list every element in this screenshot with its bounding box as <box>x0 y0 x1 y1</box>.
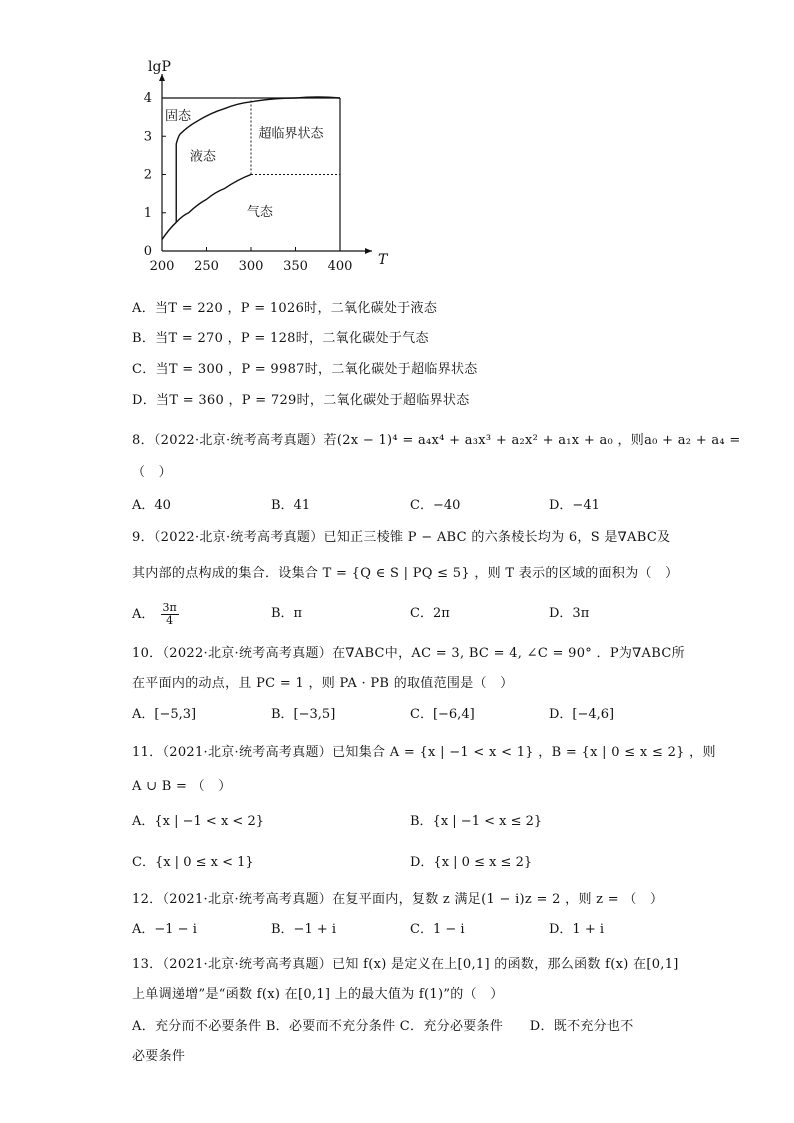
q7-option-d: D．当T = 360 ，P = 729时，二氧化碳处于超临界状态 <box>132 393 470 408</box>
y-tick-label: 2 <box>143 167 152 183</box>
q11-option-d: D．{x | 0 ≤ x ≤ 2} <box>410 855 533 870</box>
q8-option-b: B．41 <box>271 498 311 513</box>
q8-stem: 8．（2022·北京·统考高考真题）若(2x − 1)⁴ = a₄x⁴ + a₃x³ + a₂x² + a₁x + a₀ ，则a₀ + a₂ + a₄ = <box>132 433 741 448</box>
q8-option-a: A．40 <box>132 498 171 513</box>
q13-stem-line1: 13．（2021·北京·统考高考真题）已知 f(x) 是定义在上[0,1] 的函数，那么函数 f(x) 在[0,1] <box>132 957 679 972</box>
q7-option-b: B．当T = 270 ，P = 128时，二氧化碳处于气态 <box>132 331 429 346</box>
region-label: 气态 <box>246 204 273 220</box>
q12-option-a: A．−1 − i <box>132 922 197 937</box>
q10-option-a: A．[−5,3] <box>132 707 197 722</box>
x-tick-label: 200 <box>149 259 175 274</box>
q9-option-c: C．2π <box>410 606 450 621</box>
q8-option-d: D．−41 <box>549 498 600 513</box>
q9-stem-line2: 其内部的点构成的集合．设集合 T = {Q ∈ S | PQ ≤ 5} ，则 T 表示的区域的面积为（ ） <box>132 566 679 581</box>
q12-option-d: D．1 + i <box>549 922 605 937</box>
q11-option-a: A．{x | −1 < x < 2} <box>132 814 264 829</box>
x-tick-label: 250 <box>194 259 219 274</box>
q10-option-b: B．[−3,5] <box>271 707 336 722</box>
phase-boundary-line-1 <box>162 175 251 240</box>
q10-option-d: D．[−4,6] <box>549 707 615 722</box>
q11-option-c: C．{x | 0 ≤ x < 1} <box>132 855 254 870</box>
region-label: 液态 <box>189 149 216 165</box>
q7-option-c: C．当T = 300 ，P = 9987时，二氧化碳处于超临界状态 <box>132 362 478 377</box>
x-tick-label: 300 <box>238 259 264 274</box>
q8-paren: （ ） <box>132 465 172 480</box>
x-tick-label: 350 <box>283 259 308 274</box>
q13-stem-line2: 上单调递增”是“函数 f(x) 在[0,1] 上的最大值为 f(1)”的（ ） <box>132 987 504 1002</box>
y-tick-label: 0 <box>143 244 152 259</box>
q10-option-c: C．[−6,4] <box>410 707 475 722</box>
q11-stem-line2: A ∪ B = （ ） <box>132 779 232 794</box>
q10-stem-line2: 在平面内的动点，且 PC = 1 ，则 PA · PB 的取值范围是（ ） <box>132 676 514 691</box>
y-axis-label: lgP <box>148 60 171 75</box>
y-axis-arrow <box>159 74 165 81</box>
q13-options-line: A．充分而不必要条件 B．必要而不充分条件 C．充分必要条件 D．既不充分也不 <box>132 1019 634 1034</box>
q11-option-b: B．{x | −1 < x ≤ 2} <box>410 814 543 829</box>
q8-option-c: C．−40 <box>410 498 461 513</box>
q9-option-d: D．3π <box>549 606 590 621</box>
q9-stem-line1: 9．（2022·北京·统考高考真题）已知正三棱锥 P − ABC 的六条棱长均为 6，S 是∇ABC及 <box>132 530 671 545</box>
y-tick-label: 1 <box>143 205 152 221</box>
y-tick-label: 4 <box>143 91 152 106</box>
q9-fraction-denominator: 4 <box>166 614 174 627</box>
q12-option-b: B．−1 + i <box>271 922 337 937</box>
q9-option-b: B．π <box>271 606 303 621</box>
x-tick-label: 400 <box>327 259 353 274</box>
q12-stem: 12．（2021·北京·统考高考真题）在复平面内，复数 z 满足(1 − i)z = 2 ，则 z = （ ） <box>132 892 664 907</box>
q11-stem-line1: 11．（2021·北京·统考高考真题）已知集合 A = {x | −1 < x < 1} ，B = {x | 0 ≤ x ≤ 2} ，则 <box>132 745 716 760</box>
phase-diagram-chart <box>130 60 390 280</box>
region-label: 超临界状态 <box>258 126 324 142</box>
region-label: 固态 <box>165 109 192 125</box>
q12-option-c: C．1 − i <box>410 922 465 937</box>
q7-option-a: A．当T = 220 ，P = 1026时，二氧化碳处于液态 <box>132 301 438 316</box>
x-axis-label: T <box>378 252 388 268</box>
q13-options-line-wrap: 必要条件 <box>132 1049 186 1064</box>
q9-fraction-numerator: 3π <box>162 601 177 614</box>
y-tick-label: 3 <box>143 129 152 145</box>
x-axis-arrow <box>365 248 372 254</box>
q9-option-a: A． $\frac{3\pi}{4}$ <box>132 601 177 627</box>
q10-stem-line1: 10．（2022·北京·统考高考真题）在∇ABC中，AC = 3, BC = 4, ∠C = 90° ．P为∇ABC所 <box>132 646 685 661</box>
